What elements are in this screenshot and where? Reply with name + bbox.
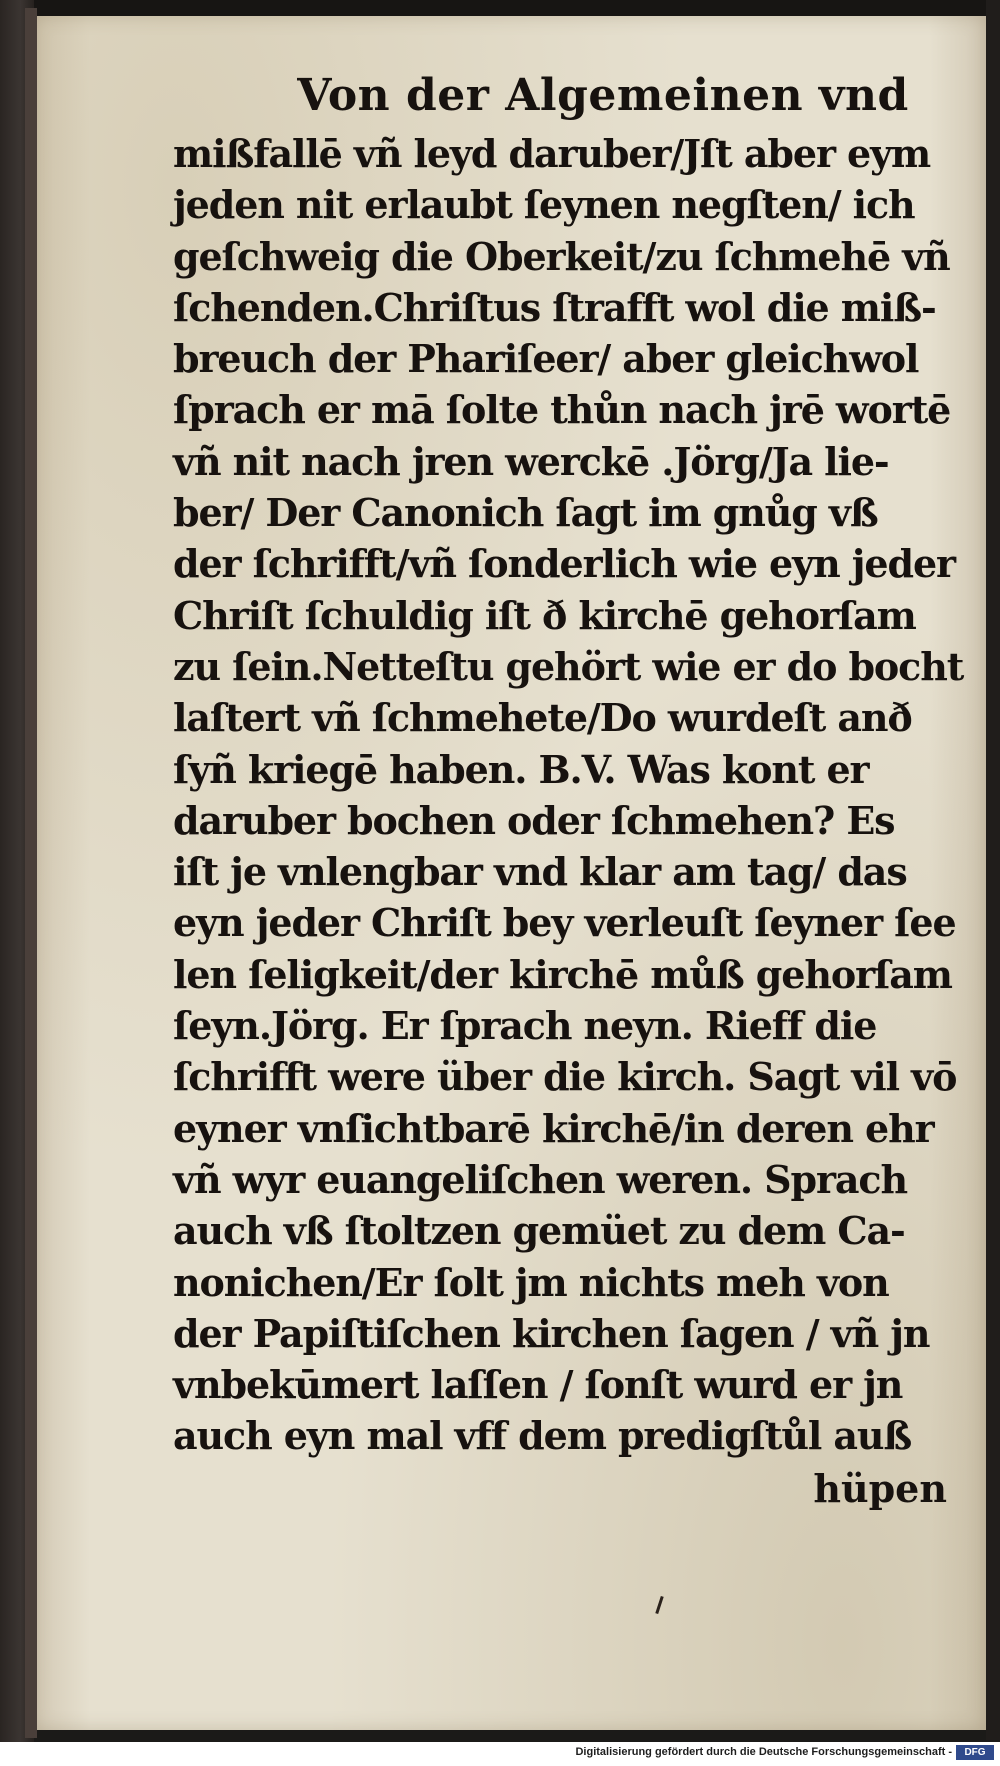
text-line: geſchweig die Oberkeit/zu ſchmehē vñ	[173, 233, 950, 279]
text-line: mißfallē vñ leyd daruber/Jſt aber eym	[173, 131, 931, 176]
body-text	[173, 128, 973, 1462]
ink-mark	[655, 1596, 663, 1614]
text-line: auch eyn mal vff dem predigſtůl auß	[173, 1413, 912, 1459]
text-line: Chriſt ſchuldig iſt ð kirchē gehorſam	[173, 592, 916, 638]
text-line: zu ſein.Netteſtu gehört wie er do bocht	[173, 643, 964, 689]
text-line: eyn jeder Chriſt bey verleuſt ſeyner ſee	[173, 900, 956, 946]
text-line: ſchenden.Chriſtus ſtrafft wol die miß-	[173, 284, 936, 330]
text-line: ſprach er mā ſolte thůn nach jrē wortē	[173, 387, 951, 433]
text-line: daruber bochen oder ſchmehen? Es	[173, 797, 895, 843]
text-line: vñ nit nach jren werckē .Jörg/Ja lie-	[173, 438, 889, 484]
text-line: breuch der Phariſeer/ aber gleichwol	[173, 336, 919, 382]
dfg-logo: DFG	[956, 1745, 994, 1760]
text-line: ſyñ kriegē haben. B.V. Was kont er	[173, 746, 869, 792]
text-line: eyner vnſichtbarē kirchē/in deren ehr	[173, 1105, 934, 1151]
text-line: ſchrifft were über die kirch. Sagt vil vō	[173, 1054, 957, 1100]
text-line: der Papiſtiſchen kirchen ſagen / vñ jn	[173, 1310, 930, 1356]
text-line: auch vß ſtoltzen gemüet zu dem Ca-	[173, 1208, 905, 1254]
digitization-credit: Digitalisierung gefördert durch die Deutsche Forschungsgemeinschaft -	[575, 1746, 952, 1758]
catchword: hüpen	[813, 1465, 947, 1511]
text-line: vnbekūmert laſſen / ſonſt wurd er jn	[173, 1362, 903, 1408]
page-text-block	[173, 64, 973, 1516]
text-line: vñ wyr euangeliſchen weren. Sprach	[173, 1156, 907, 1202]
text-line: len ſeligkeit/der kirchē můß gehorſam	[173, 951, 952, 997]
text-line: ſeyn.Jörg. Er ſprach neyn. Rieff die	[173, 1003, 877, 1049]
scan-right-edge	[986, 0, 1000, 1740]
text-line: jeden nit erlaubt ſeynen negſten/ ich	[173, 182, 915, 228]
book-page	[33, 16, 986, 1730]
text-line: iſt je vnlengbar vnd klar am tag/ das	[173, 849, 907, 895]
page-spine-shadow	[25, 8, 37, 1738]
text-line: laſtert vñ ſchmehete/Do wurdeſt anð	[173, 695, 912, 741]
text-line: ber/ Der Canonich ſagt im gnůg vß	[173, 490, 878, 536]
text-line: der ſchrifft/vñ ſonderlich wie eyn jeder	[173, 541, 955, 587]
running-heading: Von der Algemeinen vnd	[297, 70, 909, 121]
text-line: nonichen/Er ſolt jm nichts meh von	[173, 1259, 889, 1305]
